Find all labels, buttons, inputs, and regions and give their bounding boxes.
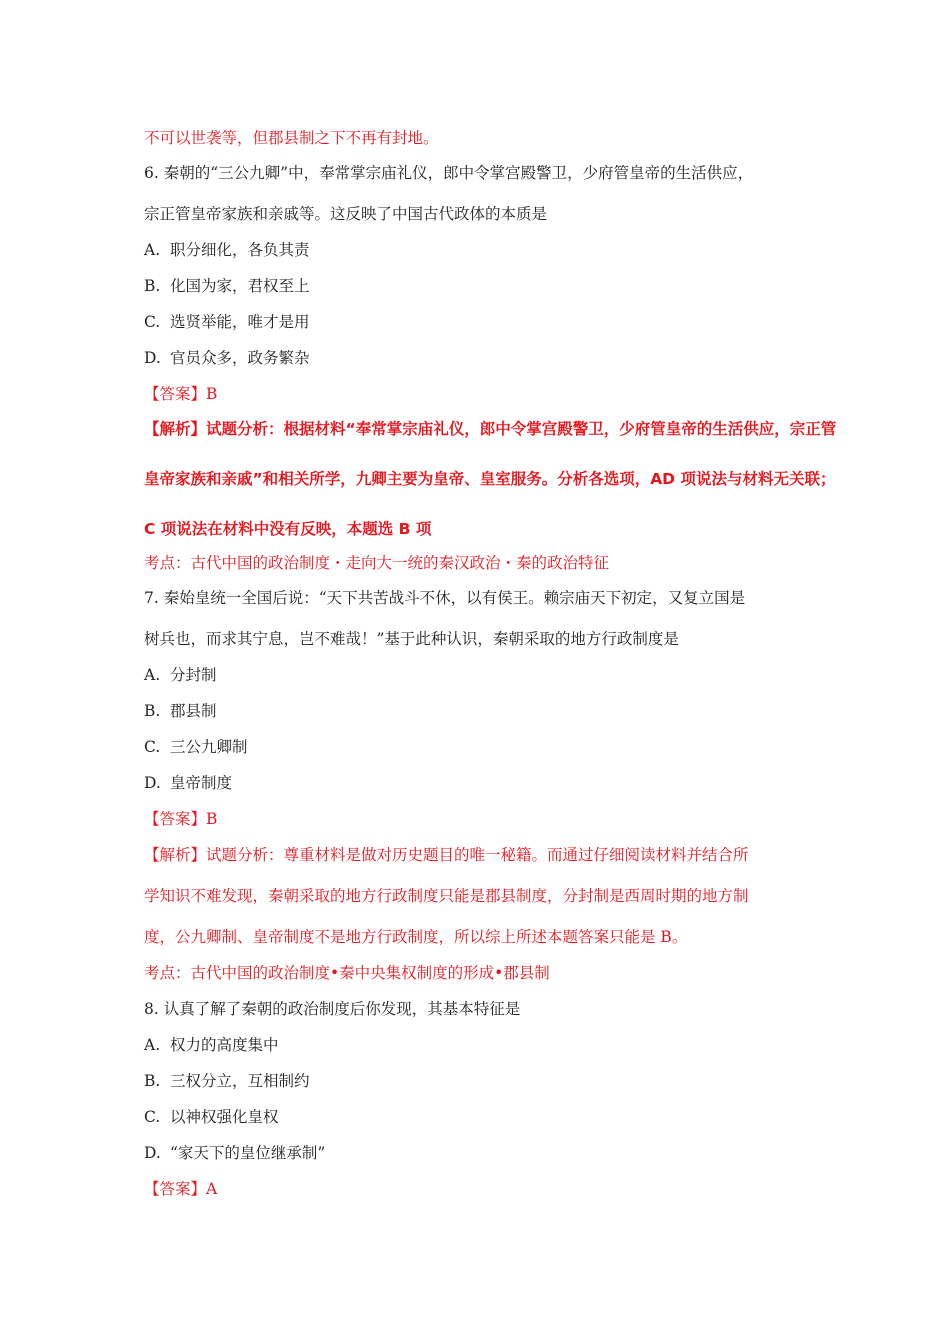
- option-text: 职分细化，各负其责: [170, 241, 310, 259]
- option-letter: C.: [144, 313, 161, 331]
- option-letter: B.: [144, 702, 161, 720]
- q6-option-a: [144, 239, 310, 261]
- q6-analysis-line1: 【解析】试题分析：根据材料“奉常掌宗庙礼仪，郎中令掌宫殿警卫，少府管皇帝的生活供应，宗正管: [144, 420, 837, 438]
- option-text: 三公九卿制: [170, 738, 248, 756]
- answer-label: 【答案】: [144, 810, 207, 828]
- option-letter: A.: [144, 1036, 161, 1054]
- q8-answer: [144, 1178, 217, 1200]
- q8-option-d: [144, 1142, 325, 1164]
- option-text: 选贤举能，唯才是用: [170, 313, 310, 331]
- q6-answer: [144, 383, 217, 405]
- q7-kaodian: 考点：古代中国的政治制度•秦中央集权制度的形成•郡县制: [144, 964, 550, 982]
- q8-option-c: [144, 1106, 279, 1128]
- q7-option-a: [144, 664, 217, 686]
- answer-label: 【答案】: [144, 1180, 207, 1198]
- answer-value: A: [206, 1180, 218, 1198]
- option-text: 郡县制: [170, 702, 217, 720]
- option-text: 以神权强化皇权: [170, 1108, 279, 1126]
- option-letter: D.: [144, 349, 161, 367]
- option-letter: B.: [144, 277, 161, 295]
- q6-kaodian: 考点：古代中国的政治制度・走向大一统的秦汉政治・秦的政治特征: [144, 554, 610, 572]
- q6-analysis-line2: 皇帝家族和亲戚”和相关所学，九卿主要为皇帝、皇室服务。分析各选项，AD 项说法与材料无关联；: [144, 470, 836, 488]
- q7-stem-line2: 树兵也，而求其宁息，岂不难哉！”基于此种认识，秦朝采取的地方行政制度是: [144, 630, 679, 648]
- option-letter: B.: [144, 1072, 161, 1090]
- option-letter: D.: [144, 774, 161, 792]
- q7-analysis-line2: 学知识不难发现，秦朝采取的地方行政制度只能是郡县制度，分封制是西周时期的地方制: [144, 887, 749, 905]
- answer-value: B: [206, 810, 218, 828]
- q8-option-a: [144, 1034, 279, 1056]
- q7-answer: [144, 808, 217, 830]
- option-text: “家天下的皇位继承制”: [170, 1144, 326, 1162]
- q6-analysis-line3: C 项说法在材料中没有反映，本题选 B 项: [144, 520, 432, 538]
- q6-option-c: [144, 311, 310, 333]
- option-text: 分封制: [170, 666, 217, 684]
- option-text: 皇帝制度: [170, 774, 233, 792]
- q7-option-b: [144, 700, 217, 722]
- option-text: 三权分立，互相制约: [170, 1072, 310, 1090]
- q6-option-d: [144, 347, 310, 369]
- option-text: 权力的高度集中: [170, 1036, 279, 1054]
- q6-stem-line1: 6. 秦朝的“三公九卿”中，奉常掌宗庙礼仪，郎中令掌宫殿警卫，少府管皇帝的生活供应，: [144, 164, 754, 182]
- answer-label: 【答案】: [144, 385, 207, 403]
- answer-value: B: [206, 385, 218, 403]
- option-letter: C.: [144, 1108, 161, 1126]
- q8-option-b: [144, 1070, 310, 1092]
- option-text: 官员众多，政务繁杂: [170, 349, 310, 367]
- option-letter: C.: [144, 738, 161, 756]
- intro-tail-text: 不可以世袭等，但郡县制之下不再有封地。: [144, 129, 439, 147]
- q7-analysis-line1: 【解析】试题分析：尊重材料是做对历史题目的唯一秘籍。而通过仔细阅读材料并结合所: [144, 846, 749, 864]
- option-text: 化国为家，君权至上: [170, 277, 310, 295]
- q6-stem-line2: 宗正管皇帝家族和亲戚等。这反映了中国古代政体的本质是: [144, 205, 548, 223]
- option-letter: A.: [144, 241, 161, 259]
- q7-option-d: [144, 772, 232, 794]
- q8-stem-line1: 8. 认真了解了秦朝的政治制度后你发现，其基本特征是: [144, 1000, 521, 1018]
- option-letter: D.: [144, 1144, 161, 1162]
- q7-stem-line1: 7. 秦始皇统一全国后说：“天下共苦战斗不休，以有侯王。赖宗庙天下初定，又复立国是: [144, 589, 746, 607]
- q6-option-b: [144, 275, 310, 297]
- q7-option-c: [144, 736, 248, 758]
- q7-analysis-line3: 度，公九卿制、皇帝制度不是地方行政制度，所以综上所述本题答案只能是 B。: [144, 928, 688, 946]
- option-letter: A.: [144, 666, 161, 684]
